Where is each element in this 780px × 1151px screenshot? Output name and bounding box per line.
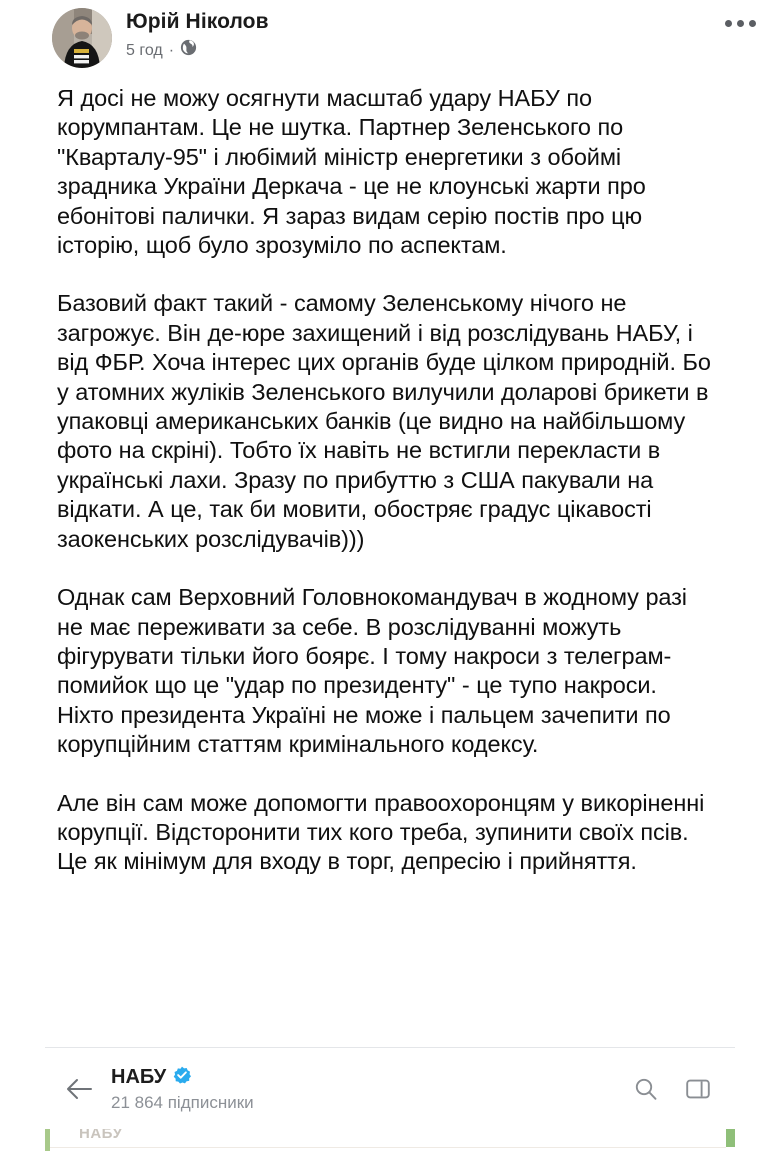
back-arrow-icon[interactable]	[59, 1076, 99, 1102]
post-paragraph: Базовий факт такий - самому Зеленському нічого не загрожує. Він де-юре захищений і від розслідувань НАБУ, і від ФБР. Хоча інтерес цих органів буде цілком природній. Бо у атомних жуліків Зеленського вилучили доларові брикети в упаковці американських банків (це видно на найбільшому фото на скріні). Тобто їх навіть не встигли перекласти в українські лахи. Зразу по прибуттю з США пакували на відкати. А це, так би мовити, обостряє градус цікавості заокенських розслідувачів)))	[57, 290, 711, 552]
ellipsis-dot	[749, 20, 756, 27]
embed-subscriber-count: 21 864 підписники	[111, 1092, 254, 1112]
embed-channel-info[interactable]	[111, 1066, 633, 1113]
search-icon[interactable]	[633, 1076, 659, 1102]
sidebar-panel-icon[interactable]	[685, 1076, 711, 1102]
author-name[interactable]: Юрій Ніколов	[126, 10, 269, 33]
post-options-button[interactable]	[725, 20, 756, 27]
post-paragraph: Але він сам може допомогти правоохоронцям у викоріненні корупції. Відсторонити тих кого треба, зупинити своїх псів. Це як мінімум для входу в торг, депресію і прийняття.	[57, 789, 705, 875]
embed-header-bar	[45, 1048, 735, 1130]
avatar[interactable]	[52, 8, 112, 68]
embed-channel-name: НАБУ	[111, 1065, 167, 1088]
ellipsis-dot	[725, 20, 732, 27]
telegram-channel-embed	[45, 1047, 735, 1151]
globe-icon[interactable]	[180, 39, 197, 61]
post-text-body	[0, 72, 780, 877]
post-meta	[126, 39, 725, 61]
post-timestamp[interactable]: 5 год	[126, 41, 163, 59]
post-author-block	[126, 6, 725, 61]
clip-divider	[50, 1147, 726, 1148]
embed-clipped-preview	[45, 1129, 735, 1151]
post-header	[0, 0, 780, 72]
post-paragraph: Однак сам Верховний Головнокомандувач в жодному разі не має переживати за себе. В розслідуванні можуть фігурувати тільки його боярє. І тому накроси з телеграм-помийок що це "удар по президенту" - це тупо накроси. Ніхто президента Україні не може і пальцем зачепити по корупційним статтям кримінального кодексу.	[57, 584, 687, 758]
ellipsis-dot	[737, 20, 744, 27]
post-paragraph: Я досі не можу осягнути масштаб удару НАБУ по корумпантам. Це не шутка. Партнер Зеленського по "Кварталу-95" і любімий міністр енергетики з обоймі зрадника України Деркача - це не клоунські жарти про ебонітові палички. Я зараз видам серію постів про цю історію, щоб було зрозуміло по аспектам.	[57, 85, 646, 259]
avatar-photo-icon	[52, 8, 112, 68]
clip-channel-label: НАБУ	[79, 1129, 123, 1142]
embed-title-row	[111, 1066, 633, 1089]
verified-badge-icon	[173, 1066, 191, 1089]
meta-separator: ·	[168, 41, 175, 59]
embed-actions	[633, 1076, 717, 1102]
clip-accent-bar-right	[726, 1129, 735, 1147]
